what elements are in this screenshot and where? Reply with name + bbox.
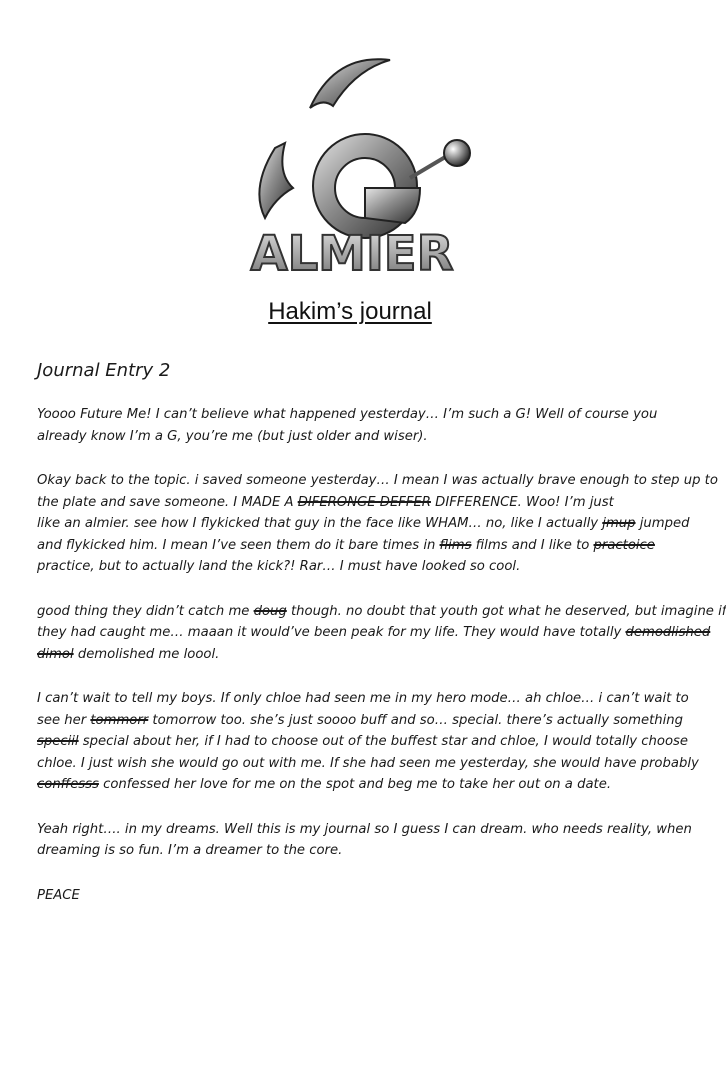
line-text: chloe. I just wish she would go out with me. If she had seen me yesterday, she would have probably: [37, 755, 699, 771]
line-text: and flykicked him. I mean I’ve seen them do it bare times in: [37, 537, 440, 553]
journal-paragraph: [37, 688, 699, 796]
line-text: Yoooo Future Me! I can’t believe what happened yesterday… I’m such a G! Well of course you: [37, 407, 658, 422]
line-text: they had caught me… maaan it would’ve been peak for my life. They would have totally: [37, 625, 626, 640]
line-text: though. no doubt that youth got what he deserved, but imagine if: [286, 603, 726, 619]
entry-heading: Journal Entry 2: [37, 360, 171, 381]
crossed-out-word: doug: [253, 603, 287, 619]
paragraph-line: [37, 688, 689, 710]
paragraph-line: [37, 819, 692, 841]
line-text: practice, but to actually land the kick?! Rar… I must have looked so cool.: [37, 559, 521, 574]
paragraph-line: [37, 774, 667, 796]
almier-logo: [215, 38, 490, 283]
crossed-out-word: conffesss: [37, 777, 99, 792]
crossed-out-word: dimol: [37, 646, 74, 662]
crossed-out-word: flims: [439, 537, 472, 553]
crossed-out-word: practoice: [593, 537, 655, 553]
crossed-out-word: speciil: [37, 734, 79, 749]
line-text: DIFFERENCE. Woo! I’m just: [430, 494, 614, 510]
page-title: Hakim’s journal: [268, 298, 432, 325]
line-text: Okay back to the topic. i saved someone yesterday… I mean I was actually brave enough to step up to: [37, 473, 718, 488]
logo-wordmark: ALMIER: [250, 226, 454, 282]
paragraph-list: [37, 404, 726, 862]
crossed-out-word: tommorr: [90, 712, 149, 728]
line-text: jumped: [635, 516, 690, 531]
line-text: films and I like to: [471, 537, 594, 553]
paragraph-line: [37, 753, 699, 775]
line-text: like an almier. see how I flykicked that guy in the face like WHAM… no, like I actually: [37, 516, 603, 531]
signoff: PEACE: [37, 887, 80, 903]
paragraph-line: [37, 840, 667, 862]
paragraph-line: [37, 731, 689, 753]
crossed-out-word: jmup: [602, 516, 636, 531]
line-text: I can’t wait to tell my boys. If only chloe had seen me in my hero mode… ah chloe… i can’t wait to: [37, 691, 689, 706]
paragraph-line: [37, 644, 667, 666]
paragraph-line: [37, 513, 690, 535]
journal-paragraph: [37, 470, 718, 578]
journal-body: [37, 404, 726, 906]
paragraph-line: [37, 426, 667, 448]
line-text: see her: [37, 712, 91, 728]
line-text: the plate and save someone. I MADE A: [37, 494, 298, 510]
crossed-out-word: DIFERONGE DEFFER: [297, 494, 431, 510]
paragraph-line: [37, 492, 667, 514]
journal-paragraph: [37, 819, 692, 862]
journal-paragraph: [37, 404, 667, 447]
paragraph-line: [37, 710, 684, 732]
line-text: tomorrow too. she’s just soooo buff and so… special. there’s actually something: [148, 712, 684, 728]
paragraph-line: [37, 601, 726, 623]
line-text: dreaming is so fun. I’m a dreamer to the core.: [37, 843, 343, 858]
line-text: already know I’m a G, you’re me (but just older and wiser).: [37, 428, 428, 444]
line-text: special about her, if I had to choose out of the buffest star and chloe, I would totally choose: [78, 734, 689, 749]
line-text: demolished me loool.: [73, 646, 220, 662]
line-text: good thing they didn’t catch me: [37, 603, 254, 619]
line-text: confessed her love for me on the spot and beg me to take her out on a date.: [98, 777, 612, 792]
paragraph-line: [37, 556, 667, 578]
paragraph-line: [37, 535, 667, 557]
crossed-out-word: demodlished: [625, 625, 711, 640]
line-text: Yeah right…. in my dreams. Well this is my journal so I guess I can dream. who needs reality, when: [37, 821, 692, 837]
paragraph-line: [37, 470, 718, 492]
paragraph-line: [37, 622, 711, 644]
journal-paragraph: [37, 601, 726, 666]
paragraph-line: [37, 404, 667, 426]
